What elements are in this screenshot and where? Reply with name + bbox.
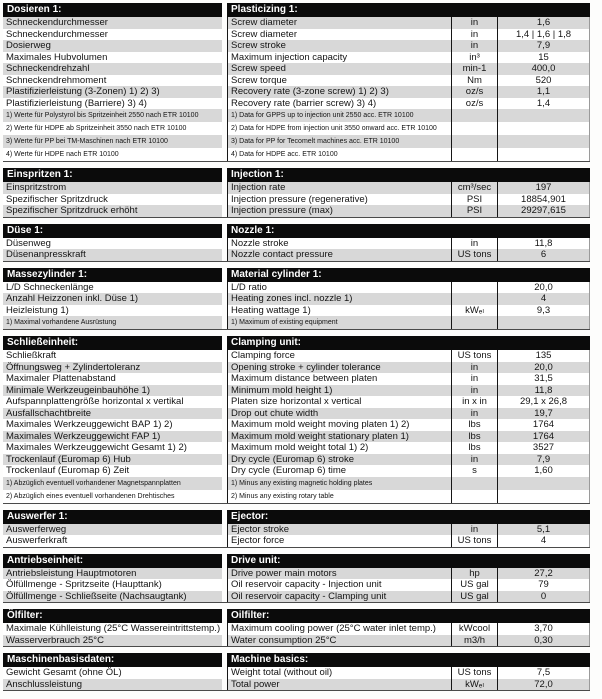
cell-unit: in [451, 408, 497, 420]
cell-term-en: Injection pressure (regenerative) [227, 194, 451, 206]
cell-term-en: Maximum cooling power (25°C water inlet temp.) [227, 623, 451, 635]
cell-term-en: Ejector stroke [227, 524, 451, 536]
cell-term-en: Screw speed [227, 63, 451, 75]
cell-term-en: Recovery rate (3-zone screw) 1) 2) 3) [227, 86, 451, 98]
table-row [3, 385, 590, 397]
cell-value: 1,4 [497, 98, 590, 110]
cell-unit: m3/h [451, 635, 497, 647]
section [3, 609, 590, 647]
table-row [3, 679, 590, 691]
footnote-en: 2) Data for HDPE from injection unit 3550 onward acc. ETR 10100 [227, 122, 451, 135]
cell-term-de: Öffnungsweg + Zylindertoleranz [3, 362, 222, 374]
cell-term-en: Drop out chute width [227, 408, 451, 420]
cell-unit: hp [451, 568, 497, 580]
cell-value [497, 316, 590, 329]
table-row [3, 249, 590, 261]
footnote-de: 1) Maximal vorhandene Ausrüstung [3, 316, 222, 329]
cell-value: 29297,615 [497, 205, 590, 217]
table-row [3, 591, 590, 603]
cell-value: 0 [497, 591, 590, 603]
cell-term-en: Injection pressure (max) [227, 205, 451, 217]
cell-unit: in [451, 362, 497, 374]
cell-term-de: Einspritzstrom [3, 182, 222, 194]
cell-term-en: Nozzle contact pressure [227, 249, 451, 261]
footnote-en: 1) Data for GPPS up to injection unit 2550 acc. ETR 10100 [227, 109, 451, 122]
cell-value: 0,30 [497, 635, 590, 647]
cell-value: 135 [497, 350, 590, 362]
cell-unit: kWₑₗ [451, 305, 497, 317]
cell-term-de: Auswerferweg [3, 524, 222, 536]
section-title-en: Clamping unit: [227, 336, 590, 350]
cell-term-en: Maximum injection capacity [227, 52, 451, 64]
table-row [3, 568, 590, 580]
cell-term-en: Clamping force [227, 350, 451, 362]
table-row [3, 524, 590, 536]
cell-term-en: Screw stroke [227, 40, 451, 52]
cell-term-en: Injection rate [227, 182, 451, 194]
cell-value: 20,0 [497, 282, 590, 294]
table-row [3, 396, 590, 408]
cell-unit: in [451, 17, 497, 29]
section-title-de: Schließeinheit: [3, 336, 222, 350]
cell-value: 1,6 [497, 17, 590, 29]
table-row [3, 238, 590, 250]
table-row [3, 579, 590, 591]
cell-unit [451, 109, 497, 122]
cell-term-en: L/D ratio [227, 282, 451, 294]
table-row [3, 52, 590, 64]
cell-unit: in [451, 29, 497, 41]
section [3, 336, 590, 504]
cell-term-en: Total power [227, 679, 451, 691]
table-row [3, 623, 590, 635]
table-row [3, 194, 590, 206]
table-row [3, 205, 590, 217]
cell-value: 19,7 [497, 408, 590, 420]
cell-unit: in x in [451, 396, 497, 408]
cell-term-en: Heating zones incl. nozzle 1) [227, 293, 451, 305]
section-header [3, 3, 590, 17]
cell-term-de: Schneckendrehmoment [3, 75, 222, 87]
table-row [3, 305, 590, 317]
cell-value: 29,1 x 26,8 [497, 396, 590, 408]
cell-term-de: Wasserverbrauch 25°C [3, 635, 222, 647]
cell-value [497, 490, 590, 503]
cell-unit: PSI [451, 205, 497, 217]
cell-unit: US tons [451, 667, 497, 679]
cell-value: 9,3 [497, 305, 590, 317]
cell-value: 7,9 [497, 454, 590, 466]
footnote-de: 2) Werte für HDPE ab Spritzeinheit 3550 nach ETR 10100 [3, 122, 222, 135]
cell-value: 1764 [497, 419, 590, 431]
cell-unit [451, 490, 497, 503]
cell-unit: in [451, 373, 497, 385]
table-row [3, 635, 590, 647]
cell-value: 400,0 [497, 63, 590, 75]
cell-value [497, 477, 590, 490]
footnote-row [3, 148, 590, 161]
section-header [3, 268, 590, 282]
section-title-de: Massezylinder 1: [3, 268, 222, 282]
cell-term-en: Screw diameter [227, 29, 451, 41]
section-header [3, 224, 590, 238]
cell-term-de: Schneckendurchmesser [3, 29, 222, 41]
cell-unit: lbs [451, 442, 497, 454]
footnote-de: 1) Werte für Polystyrol bis Spritzeinheit 2550 nach ETR 10100 [3, 109, 222, 122]
table-row [3, 182, 590, 194]
cell-term-en: Platen size horizontal x vertical [227, 396, 451, 408]
cell-unit [451, 148, 497, 161]
cell-value: 27,2 [497, 568, 590, 580]
cell-term-en: Oil reservoir capacity - Clamping unit [227, 591, 451, 603]
cell-value: 6 [497, 249, 590, 261]
cell-value: 197 [497, 182, 590, 194]
cell-term-de: Maximales Werkzeuggewicht BAP 1) 2) [3, 419, 222, 431]
cell-value: 1,4 | 1,6 | 1,8 [497, 29, 590, 41]
cell-value [497, 135, 590, 148]
cell-unit: lbs [451, 419, 497, 431]
cell-term-de: Gewicht Gesamt (ohne ÖL) [3, 667, 222, 679]
cell-value: 1,1 [497, 86, 590, 98]
table-row [3, 282, 590, 294]
cell-unit [451, 316, 497, 329]
cell-unit: in [451, 238, 497, 250]
section-header [3, 510, 590, 524]
cell-value: 79 [497, 579, 590, 591]
section-title-de: Dosieren 1: [3, 3, 222, 17]
cell-value: 1764 [497, 431, 590, 443]
cell-term-de: Dosierweg [3, 40, 222, 52]
table-row [3, 29, 590, 41]
cell-term-de: Antriebsleistung Hauptmotoren [3, 568, 222, 580]
cell-unit: US tons [451, 249, 497, 261]
cell-term-de: Düsenanpresskraft [3, 249, 222, 261]
section-header [3, 168, 590, 182]
cell-term-en: Screw torque [227, 75, 451, 87]
section-title-en: Material cylinder 1: [227, 268, 590, 282]
cell-term-de: L/D Schneckenlänge [3, 282, 222, 294]
section-header [3, 609, 590, 623]
section-title-de: Ölfilter: [3, 609, 222, 623]
cell-unit [451, 477, 497, 490]
table-row [3, 419, 590, 431]
cell-unit: kWₑₗ [451, 679, 497, 691]
cell-unit: in³ [451, 52, 497, 64]
cell-term-en: Recovery rate (barrier screw) 3) 4) [227, 98, 451, 110]
cell-value: 520 [497, 75, 590, 87]
cell-unit [451, 135, 497, 148]
cell-term-de: Plastifizierleistung (3-Zonen) 1) 2) 3) [3, 86, 222, 98]
table-row [3, 373, 590, 385]
cell-value: 4 [497, 535, 590, 547]
cell-unit [451, 122, 497, 135]
table-row [3, 408, 590, 420]
cell-unit: kWcool [451, 623, 497, 635]
cell-unit: in [451, 454, 497, 466]
table-row [3, 75, 590, 87]
cell-term-de: Maximales Werkzeuggewicht FAP 1) [3, 431, 222, 443]
cell-term-de: Schneckendrehzahl [3, 63, 222, 75]
section-header [3, 653, 590, 667]
cell-unit: US gal [451, 579, 497, 591]
section-title-de: Auswerfer 1: [3, 510, 222, 524]
cell-term-de: Heizleistung 1) [3, 305, 222, 317]
table-row [3, 17, 590, 29]
section [3, 3, 590, 162]
cell-term-en: Screw diameter [227, 17, 451, 29]
table-row [3, 454, 590, 466]
section-header [3, 336, 590, 350]
footnote-row [3, 490, 590, 503]
cell-value: 15 [497, 52, 590, 64]
cell-value: 72,0 [497, 679, 590, 691]
section-title-en: Machine basics: [227, 653, 590, 667]
section-title-en: Injection 1: [227, 168, 590, 182]
cell-unit: in [451, 40, 497, 52]
cell-term-de: Maximales Hubvolumen [3, 52, 222, 64]
section-header [3, 554, 590, 568]
cell-unit: lbs [451, 431, 497, 443]
cell-unit: US tons [451, 350, 497, 362]
table-row [3, 667, 590, 679]
table-row [3, 40, 590, 52]
cell-value: 11,8 [497, 385, 590, 397]
cell-term-en: Water consumption 25°C [227, 635, 451, 647]
footnote-en: 2) Minus any existing rotary table [227, 490, 451, 503]
section-title-en: Drive unit: [227, 554, 590, 568]
cell-unit: in [451, 385, 497, 397]
cell-unit [451, 282, 497, 294]
footnote-de: 3) Werte für PP bei TM-Maschinen nach ETR 10100 [3, 135, 222, 148]
section [3, 653, 590, 691]
table-row [3, 442, 590, 454]
cell-term-en: Heating wattage 1) [227, 305, 451, 317]
section-title-de: Antriebseinheit: [3, 554, 222, 568]
cell-value: 4 [497, 293, 590, 305]
cell-term-en: Minimum mold height 1) [227, 385, 451, 397]
cell-term-en: Maximum distance between platen [227, 373, 451, 385]
cell-term-en: Dry cycle (Euromap 6) time [227, 465, 451, 477]
cell-term-en: Ejector force [227, 535, 451, 547]
footnote-en: 3) Data for PP for Tecomelt machines acc. ETR 10100 [227, 135, 451, 148]
cell-term-en: Opening stroke + cylinder tolerance [227, 362, 451, 374]
cell-unit: in [451, 524, 497, 536]
cell-value [497, 148, 590, 161]
cell-term-en: Weight total (without oil) [227, 667, 451, 679]
cell-term-de: Spezifischer Spritzdruck [3, 194, 222, 206]
table-row [3, 293, 590, 305]
table-row [3, 431, 590, 443]
cell-term-de: Ölfüllmenge - Spritzseite (Haupttank) [3, 579, 222, 591]
cell-unit: Nm [451, 75, 497, 87]
section-title-de: Einspritzen 1: [3, 168, 222, 182]
cell-term-de: Maximale Kühlleistung (25°C Wassereintrittstemp.) [3, 623, 222, 635]
cell-term-en: Maximum mold weight moving platen 1) 2) [227, 419, 451, 431]
section [3, 168, 590, 218]
footnote-row [3, 109, 590, 122]
cell-unit: PSI [451, 194, 497, 206]
cell-term-en: Dry cycle (Euromap 6) stroke [227, 454, 451, 466]
cell-value [497, 109, 590, 122]
cell-unit: cm³/sec [451, 182, 497, 194]
cell-term-de: Ölfüllmenge - Schließseite (Nachsaugtank) [3, 591, 222, 603]
section-title-en: Nozzle 1: [227, 224, 590, 238]
section-title-en: Plasticizing 1: [227, 3, 590, 17]
section-title-de: Düse 1: [3, 224, 222, 238]
cell-value: 5,1 [497, 524, 590, 536]
footnote-en: 1) Maximum of existing equipment [227, 316, 451, 329]
footnote-row [3, 122, 590, 135]
cell-term-en: Oil reservoir capacity - Injection unit [227, 579, 451, 591]
cell-term-de: Düsenweg [3, 238, 222, 250]
footnote-en: 4) Data for HDPE acc. ETR 10100 [227, 148, 451, 161]
cell-unit: oz/s [451, 98, 497, 110]
cell-unit [451, 293, 497, 305]
table-row [3, 362, 590, 374]
table-row [3, 63, 590, 75]
cell-term-de: Schneckendurchmesser [3, 17, 222, 29]
cell-unit: s [451, 465, 497, 477]
cell-term-en: Maximum mold weight total 1) 2) [227, 442, 451, 454]
cell-value: 11,8 [497, 238, 590, 250]
cell-term-de: Aufspannplattengröße horizontal x vertikal [3, 396, 222, 408]
cell-value: 18854,901 [497, 194, 590, 206]
cell-term-de: Maximales Werkzeuggewicht Gesamt 1) 2) [3, 442, 222, 454]
cell-term-de: Auswerferkraft [3, 535, 222, 547]
cell-unit: oz/s [451, 86, 497, 98]
table-row [3, 350, 590, 362]
cell-term-de: Trockenlauf (Euromap 6) Zeit [3, 465, 222, 477]
cell-unit: min-1 [451, 63, 497, 75]
cell-value: 3527 [497, 442, 590, 454]
cell-value: 31,5 [497, 373, 590, 385]
cell-term-de: Anzahl Heizzonen inkl. Düse 1) [3, 293, 222, 305]
footnote-de: 4) Werte für HDPE nach ETR 10100 [3, 148, 222, 161]
table-row [3, 465, 590, 477]
footnote-de: 1) Abzüglich eventuell vorhandener Magnetspannplatten [3, 477, 222, 490]
cell-value: 3,70 [497, 623, 590, 635]
cell-term-en: Drive power main motors [227, 568, 451, 580]
footnote-row [3, 135, 590, 148]
cell-value [497, 122, 590, 135]
cell-term-en: Maximum mold weight stationary platen 1) [227, 431, 451, 443]
section [3, 554, 590, 604]
cell-value: 7,9 [497, 40, 590, 52]
footnote-en: 1) Minus any existing magnetic holding plates [227, 477, 451, 490]
footnote-row [3, 477, 590, 490]
table-row [3, 86, 590, 98]
footnote-de: 2) Abzüglich eines eventuell vorhandenen Drehtisches [3, 490, 222, 503]
cell-term-de: Anschlussleistung [3, 679, 222, 691]
cell-value: 1,60 [497, 465, 590, 477]
section-title-en: Ejector: [227, 510, 590, 524]
cell-term-de: Maximaler Plattenabstand [3, 373, 222, 385]
cell-term-de: Ausfallschachtbreite [3, 408, 222, 420]
section [3, 268, 590, 331]
cell-unit: US tons [451, 535, 497, 547]
cell-unit: US gal [451, 591, 497, 603]
cell-term-de: Minimale Werkzeugeinbauhöhe 1) [3, 385, 222, 397]
cell-value: 20,0 [497, 362, 590, 374]
cell-term-en: Nozzle stroke [227, 238, 451, 250]
section [3, 224, 590, 262]
section-title-de: Maschinenbasisdaten: [3, 653, 222, 667]
footnote-row [3, 316, 590, 329]
section-title-en: Oilfilter: [227, 609, 590, 623]
table-row [3, 535, 590, 547]
section [3, 510, 590, 548]
cell-term-de: Trockenlauf (Euromap 6) Hub [3, 454, 222, 466]
cell-value: 7,5 [497, 667, 590, 679]
cell-term-de: Spezifischer Spritzdruck erhöht [3, 205, 222, 217]
table-row [3, 98, 590, 110]
cell-term-de: Plastifizierleistung (Barriere) 3) 4) [3, 98, 222, 110]
cell-term-de: Schließkraft [3, 350, 222, 362]
